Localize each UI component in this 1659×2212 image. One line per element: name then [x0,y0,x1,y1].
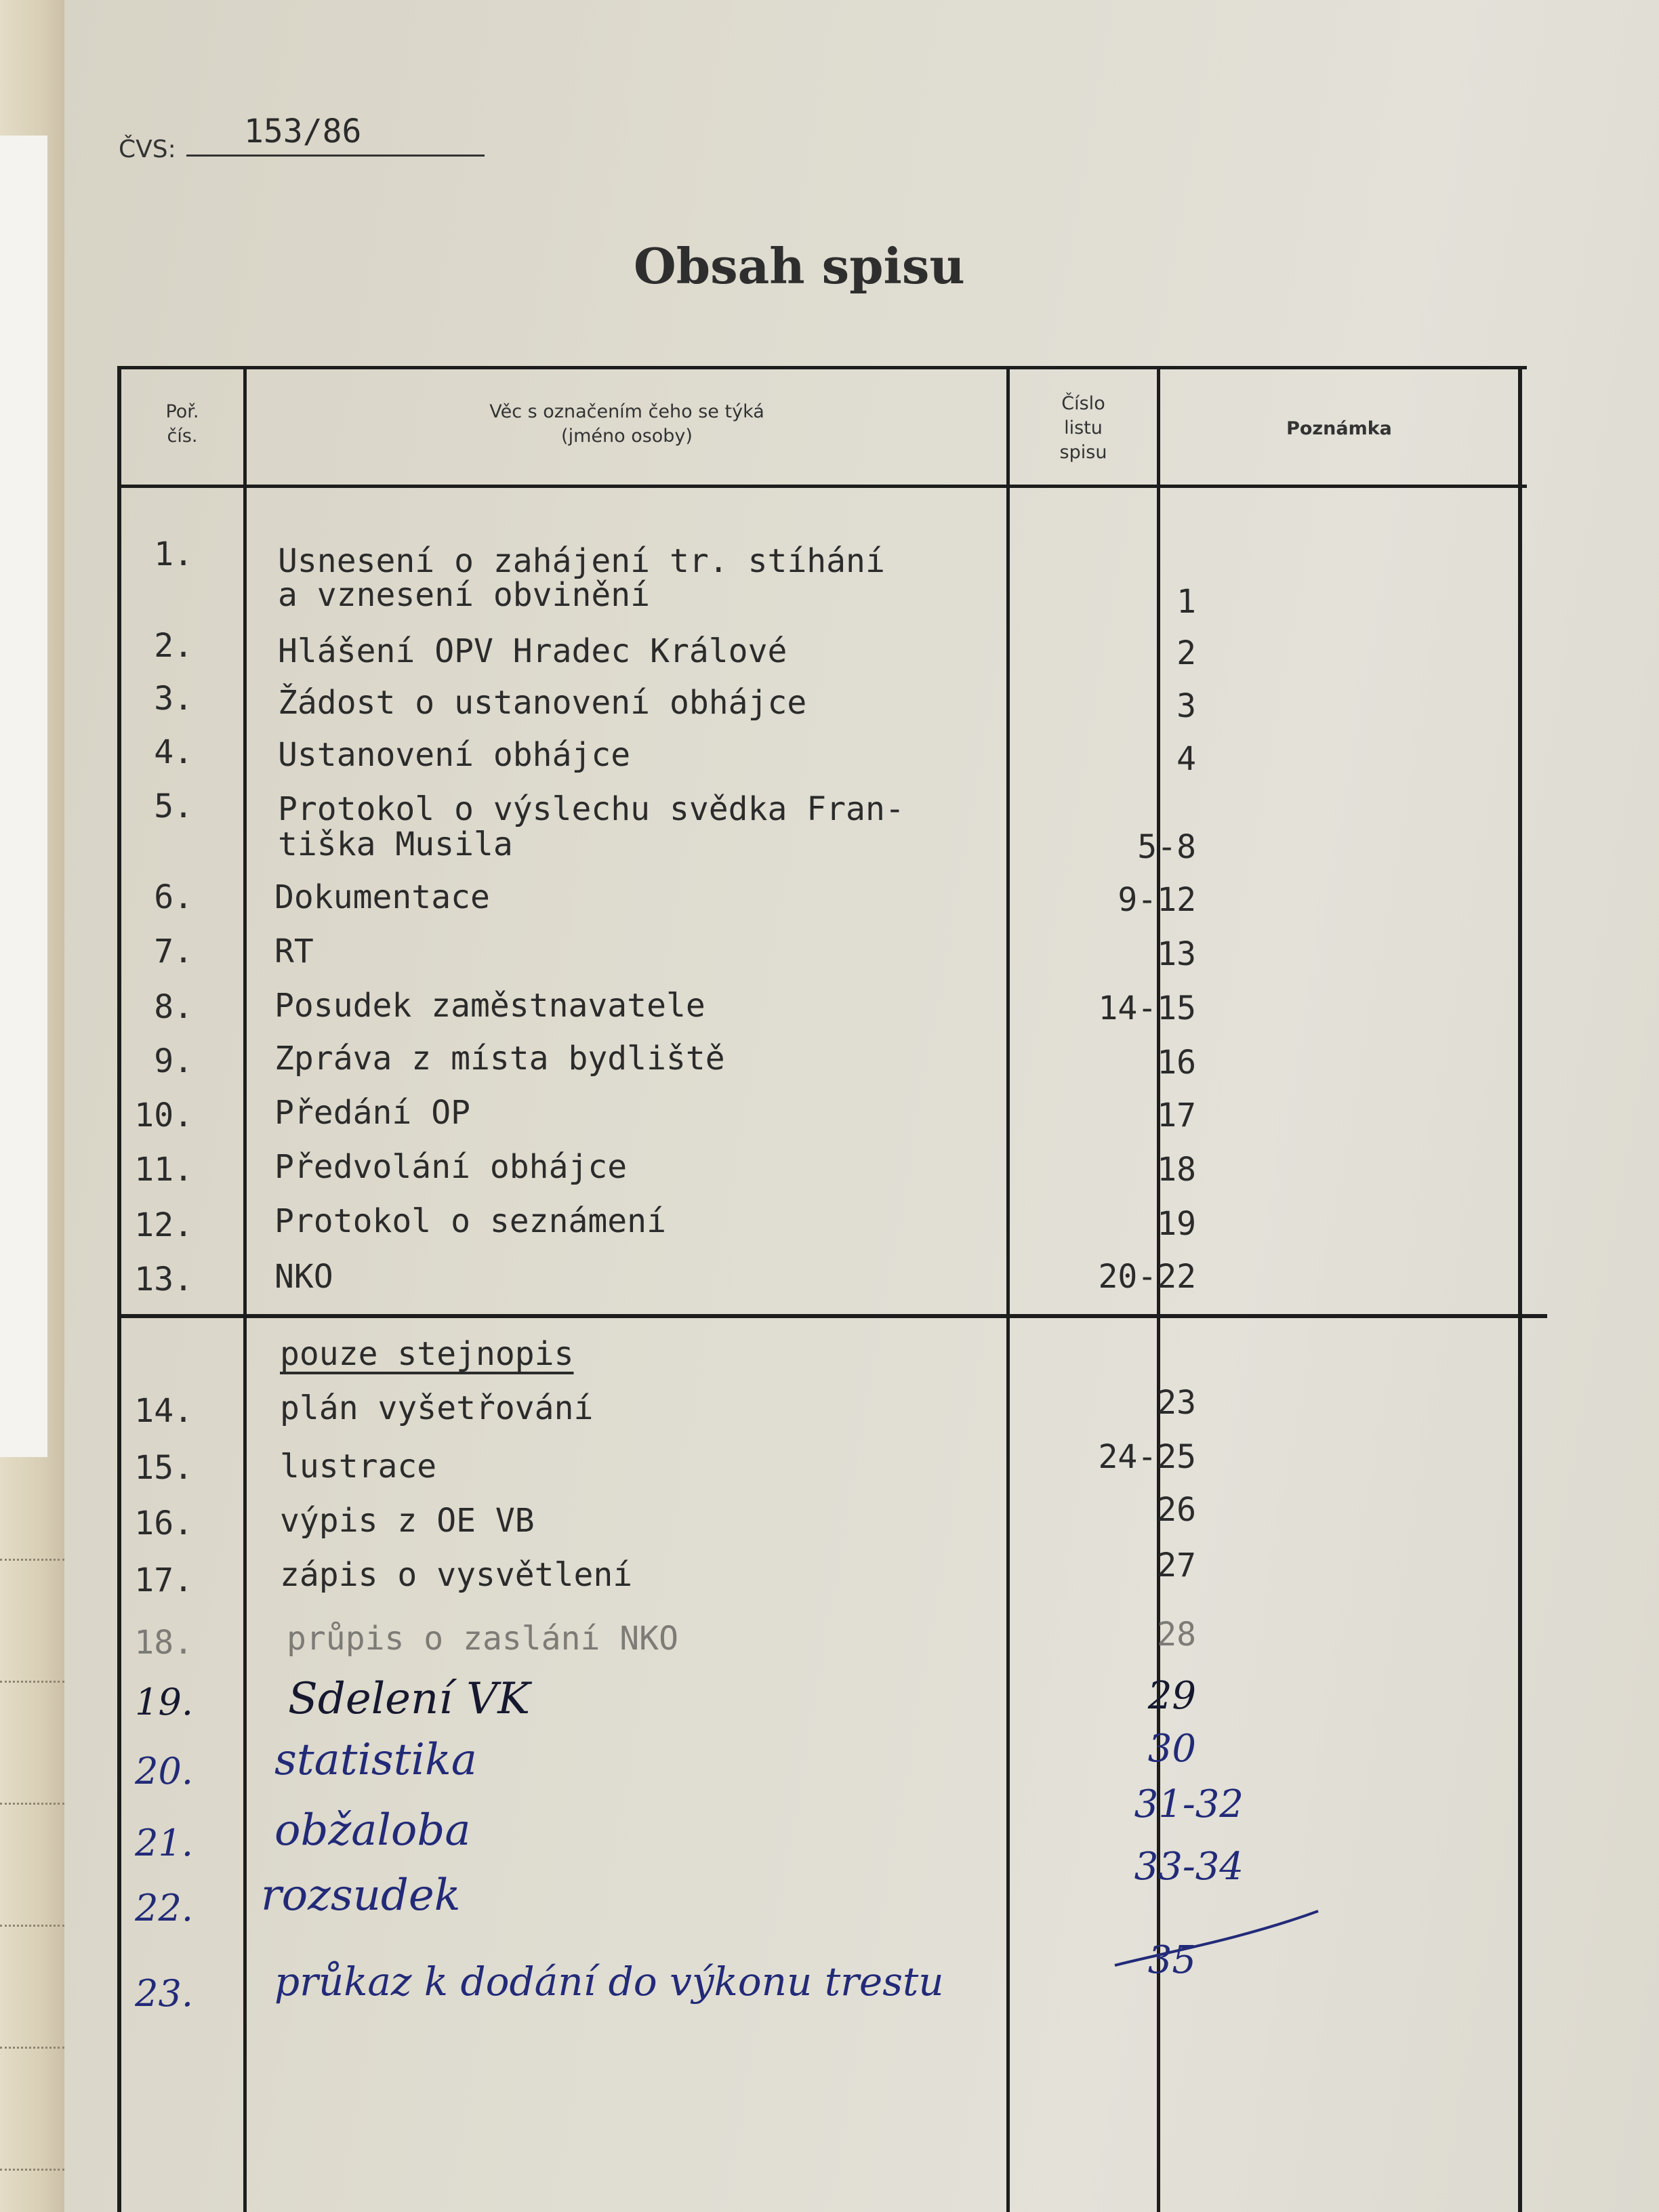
row-sheet: 26 [1157,1491,1196,1529]
row-subject: Hlášení OPV Hradec Králové [278,632,787,670]
folder-dotted-line [0,1803,64,1805]
handwritten-row-number: 22. [135,1887,193,1929]
row-number: 10. [134,1097,193,1134]
row-number: 11. [134,1151,193,1189]
folder-dotted-line [0,2047,64,2049]
handwritten-row-sheet: 35 [1147,1938,1196,1982]
row-sheet: 19 [1157,1205,1196,1243]
row-number: 8. [154,988,193,1026]
row-subject: Protokol o výslechu svědka Fran- [278,790,905,828]
row-sheet: 2 [1176,634,1196,672]
row-subject: RT [274,933,314,970]
row-sheet: 1 [1176,583,1196,621]
handwritten-row-number: 21. [135,1822,193,1864]
row-subject-continued: tiška Musila [278,825,513,863]
row-subject: plán vyšetřování [280,1389,594,1427]
row-number: 15. [134,1449,193,1487]
row-number: 13. [134,1261,193,1298]
row-sheet: 9-12 [1118,881,1196,919]
handwritten-row-subject: průkaz k dodání do výkonu trestu [274,1959,944,2005]
row-sheet: 14-15 [1098,989,1196,1027]
handwritten-stroke [1108,1898,1325,1979]
row-number: 16. [134,1504,193,1542]
row-number: 4. [154,733,193,771]
row-number: 1. [154,535,193,573]
row-sheet: 23 [1157,1384,1196,1422]
handwritten-row-subject: statistika [274,1735,477,1785]
row-sheet: 18 [1157,1151,1196,1189]
column-header-number: Poř. čís. [165,401,199,447]
handwritten-row-subject: rozsudek [261,1870,461,1921]
row-subject: NKO [274,1258,333,1296]
row-sheet: 27 [1157,1547,1196,1584]
row-sheet: 5-8 [1137,828,1196,866]
table-right-border [1518,366,1522,2212]
row-subject: Usnesení o zahájení tr. stíhání [278,542,885,580]
cvs-label: ČVS: [119,136,176,163]
row-subject: Posudek zaměstnavatele [274,987,705,1025]
underlying-sheet-edge [0,136,49,1457]
section-divider [117,1314,1547,1318]
copy-section-title: pouze stejnopis [280,1335,574,1373]
row-subject: Protokol o seznámení [274,1202,666,1240]
row-subject: Žádost o ustanovení obhájce [278,684,807,722]
handwritten-row-sheet: 31-32 [1134,1782,1244,1826]
row-number: 2. [154,627,193,665]
row-subject-continued: a vznesení obvinění [278,576,651,614]
column-header-sheet: Číslo listu spisu [1059,393,1107,463]
row-subject: Zpráva z místa bydliště [274,1040,725,1078]
folder-dotted-line [0,2169,64,2171]
row-subject: zápis o vysvětlení [280,1556,633,1594]
cvs-value: 153/86 [244,112,362,150]
handwritten-row-number: 19. [135,1681,193,1723]
column-header-note: Poznámka [1286,418,1392,439]
row-subject: Dokumentace [274,878,490,916]
row-subject: lustrace [280,1448,437,1486]
row-sheet: 3 [1176,687,1196,725]
folder-dotted-line [0,1559,64,1561]
row-number: 3. [154,680,193,718]
row-number: 9. [154,1042,193,1080]
row-sheet: 20-22 [1098,1258,1196,1296]
folder-dotted-line [0,1925,64,1927]
row-sheet: 13 [1157,935,1196,973]
cvs-underline [186,155,485,157]
row-number: 6. [154,878,193,916]
column-divider-number [243,366,247,2212]
document-title: Obsah spisu [634,237,965,295]
row-subject: Ustanovení obhájce [278,736,631,774]
row-number: 17. [134,1561,193,1599]
handwritten-row-subject: obžaloba [274,1805,471,1856]
row-subject: průpis o zaslání NKO [287,1620,678,1658]
folder-dotted-line [0,1681,64,1683]
row-sheet: 17 [1157,1097,1196,1134]
row-subject: Předání OP [274,1094,470,1132]
row-subject: výpis z OE VB [280,1502,535,1540]
handwritten-row-sheet: 30 [1147,1727,1196,1771]
row-sheet: 24-25 [1098,1438,1196,1476]
row-sheet: 16 [1157,1044,1196,1082]
row-number: 12. [134,1206,193,1244]
handwritten-row-number: 23. [135,1972,193,2015]
document-page [64,0,1659,2212]
row-number: 5. [154,787,193,825]
row-sheet: 4 [1176,740,1196,778]
row-number: 14. [134,1392,193,1430]
column-divider-subject [1006,366,1010,2212]
row-subject: Předvolání obhájce [274,1148,628,1186]
column-header-subject: Věc s označením čeho se týká (jméno osoby) [489,401,764,447]
row-number: 18. [134,1624,193,1662]
handwritten-row-subject: Sdelení VK [288,1674,531,1724]
table-top-border [117,366,1527,369]
row-number: 7. [154,933,193,970]
header-divider [117,485,1527,488]
handwritten-row-sheet: 29 [1147,1674,1196,1718]
handwritten-row-number: 20. [135,1750,193,1793]
row-sheet: 28 [1157,1616,1196,1654]
handwritten-row-sheet: 33-34 [1134,1845,1244,1889]
